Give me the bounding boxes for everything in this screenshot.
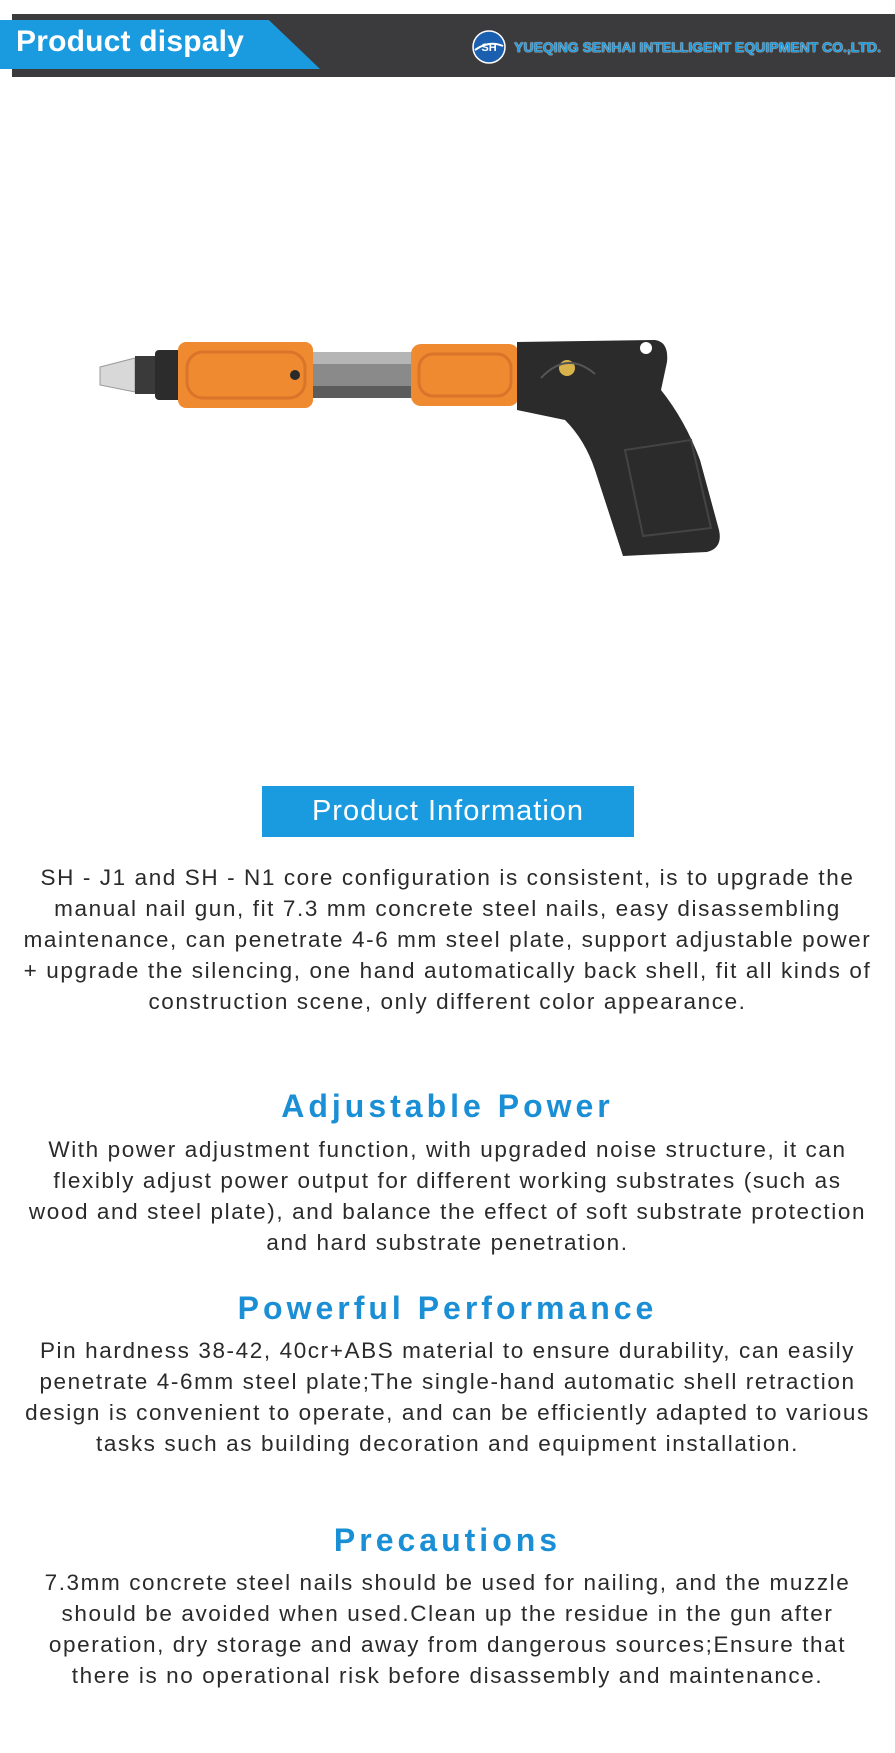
company-brand [472, 30, 881, 64]
page-title: Product dispaly [16, 25, 245, 58]
product-info-text: SH - J1 and SH - N1 core configuration is consistent, is to upgrade the manual nail gun, fit 7.3 mm concrete steel nails, easy disassembling maintenance, can penetrate 4-6 mm steel plate, support adjustable power + upgrade the silencing, one hand automatically back shell, fit all kinds of construction scene, only different color appearance. [23, 865, 872, 1014]
company-logo-icon [472, 30, 506, 64]
powerful-performance-heading: Powerful Performance [237, 1290, 658, 1326]
adjustable-power-text: With power adjustment function, with upgraded noise structure, it can flexibly adjust power output for different working substrates (such as wood and steel plate), and balance the effect of soft substrate protection and hard substrate penetration. [28, 1137, 867, 1255]
nail-gun-image [95, 330, 805, 620]
product-info-banner: Product Information [262, 786, 634, 837]
powerful-performance-text: Pin hardness 38-42, 40cr+ABS material to ensure durability, can easily penetrate 4-6mm steel plate;The single-hand automatic shell retraction design is convenient to operate, and can be efficiently adapted to various tasks such as building decoration and equipment installation. [25, 1338, 870, 1456]
adjustable-power-heading: Adjustable Power [281, 1088, 614, 1124]
company-name: YUEQING SENHAI INTELLIGENT EQUIPMENT CO.,LTD. [514, 39, 881, 55]
precautions-heading: Precautions [333, 1522, 562, 1558]
logo-text: SH [481, 42, 497, 54]
precautions-text: 7.3mm concrete steel nails should be used for nailing, and the muzzle should be avoided when used.Clean up the residue in the gun after operation, dry storage and away from dangerous sources;Ensure that there is no operational risk before disassembly and maintenance. [44, 1570, 851, 1688]
